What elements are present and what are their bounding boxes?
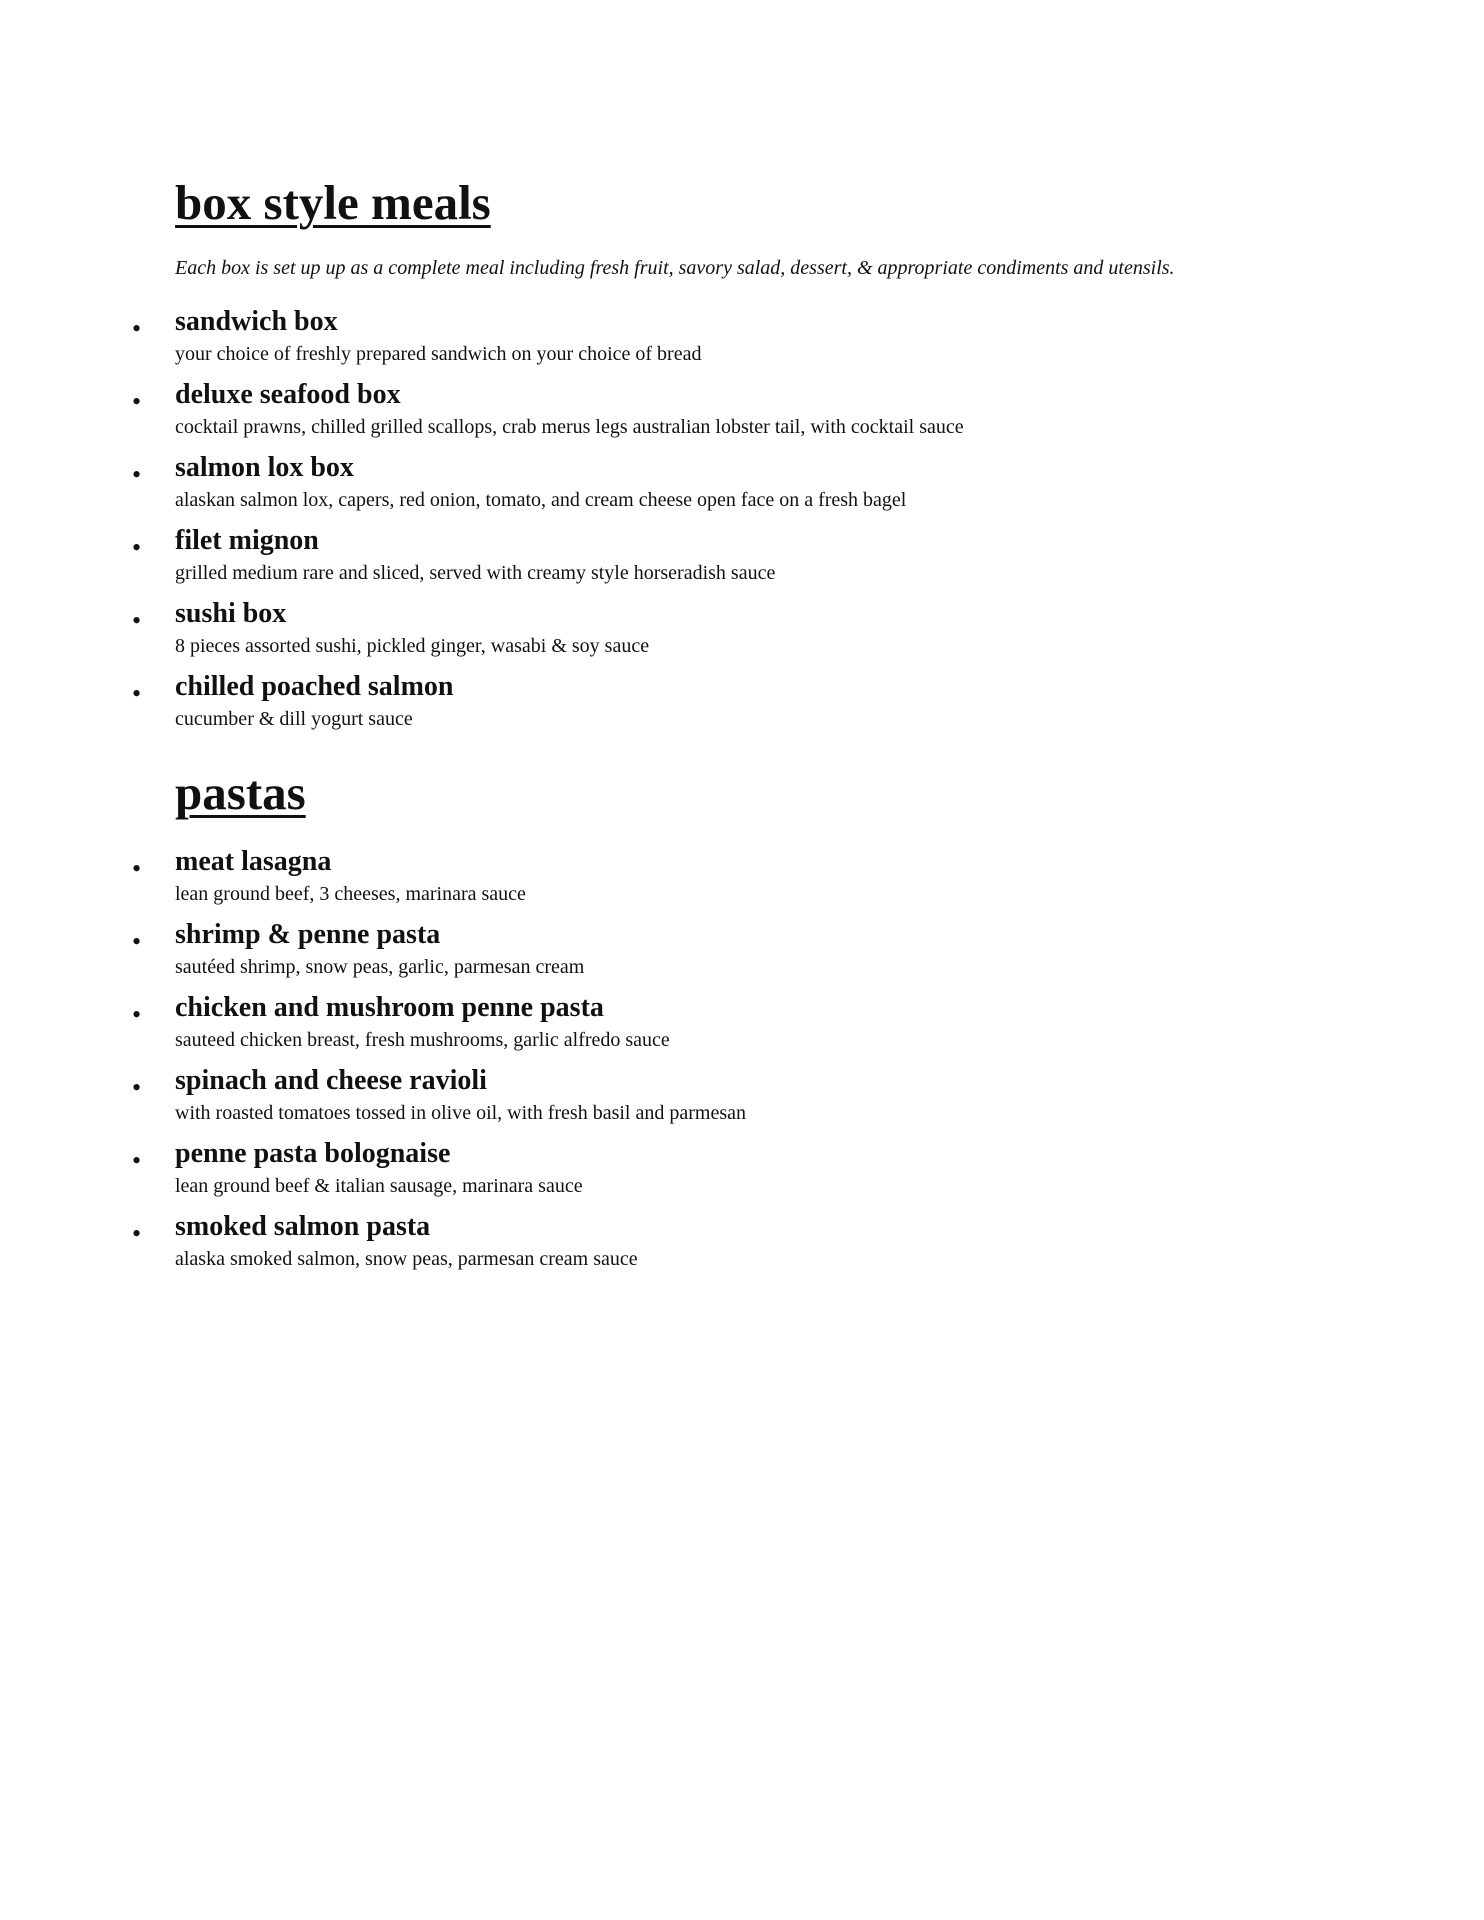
menu-content [132,172,1375,1282]
bullet-icon: • [132,606,142,635]
bullet-icon: • [132,1146,142,1175]
item-description: sauteed chicken breast, fresh mushrooms, garlic alfredo sauce [175,1029,670,1051]
item-description: sautéed shrimp, snow peas, garlic, parmesan cream [175,956,585,978]
list-item [132,844,1375,917]
item-name: sandwich box [175,306,338,337]
item-description: lean ground beef, 3 cheeses, marinara sauce [175,883,526,905]
list-item [132,450,1375,523]
list-item [132,377,1375,450]
bullet-icon: • [132,387,142,416]
bullet-icon: • [132,679,142,708]
bullet-icon: • [132,460,142,489]
list-item [132,1136,1375,1209]
bullet-icon: • [132,1073,142,1102]
item-name: deluxe seafood box [175,379,401,410]
bullet-icon: • [132,314,142,343]
item-name: sushi box [175,598,287,629]
item-description: 8 pieces assorted sushi, pickled ginger, wasabi & soy sauce [175,635,650,657]
list-item [132,304,1375,377]
section-intro: Each box is set up up as a complete meal including fresh fruit, savory salad, dessert, & appropriate condiments and utensils. [175,257,1175,279]
section-title-pastas: pastas [175,765,306,820]
bullet-icon: • [132,533,142,562]
item-description: cocktail prawns, chilled grilled scallops, crab merus legs australian lobster tail, with cocktail sauce [175,416,964,438]
list-item [132,990,1375,1063]
item-name: smoked salmon pasta [175,1211,431,1242]
bullet-icon: • [132,1000,142,1029]
item-description: cucumber & dill yogurt sauce [175,708,413,730]
item-name: shrimp & penne pasta [175,919,441,950]
pastas-list [132,844,1375,1282]
item-description: lean ground beef & italian sausage, marinara sauce [175,1175,583,1197]
item-description: your choice of freshly prepared sandwich on your choice of bread [175,343,702,365]
item-name: salmon lox box [175,452,354,483]
box-meals-list [132,304,1375,742]
list-item [132,669,1375,742]
list-item [132,1063,1375,1136]
list-item [132,1209,1375,1282]
item-name: filet mignon [175,525,319,556]
list-item [132,917,1375,990]
item-description: with roasted tomatoes tossed in olive oil, with fresh basil and parmesan [175,1102,746,1124]
item-description: grilled medium rare and sliced, served with creamy style horseradish sauce [175,562,776,584]
list-item [132,596,1375,669]
item-name: chilled poached salmon [175,671,454,702]
section-title-box-style-meals: box style meals [175,175,491,230]
item-description: alaskan salmon lox, capers, red onion, tomato, and cream cheese open face on a fresh bagel [175,489,907,511]
bullet-icon: • [132,927,142,956]
item-description: alaska smoked salmon, snow peas, parmesan cream sauce [175,1248,638,1270]
item-name: spinach and cheese ravioli [175,1065,487,1096]
list-item [132,523,1375,596]
item-name: meat lasagna [175,846,332,877]
item-name: penne pasta bolognaise [175,1138,451,1169]
item-name: chicken and mushroom penne pasta [175,992,604,1023]
bullet-icon: • [132,854,142,883]
bullet-icon: • [132,1219,142,1248]
